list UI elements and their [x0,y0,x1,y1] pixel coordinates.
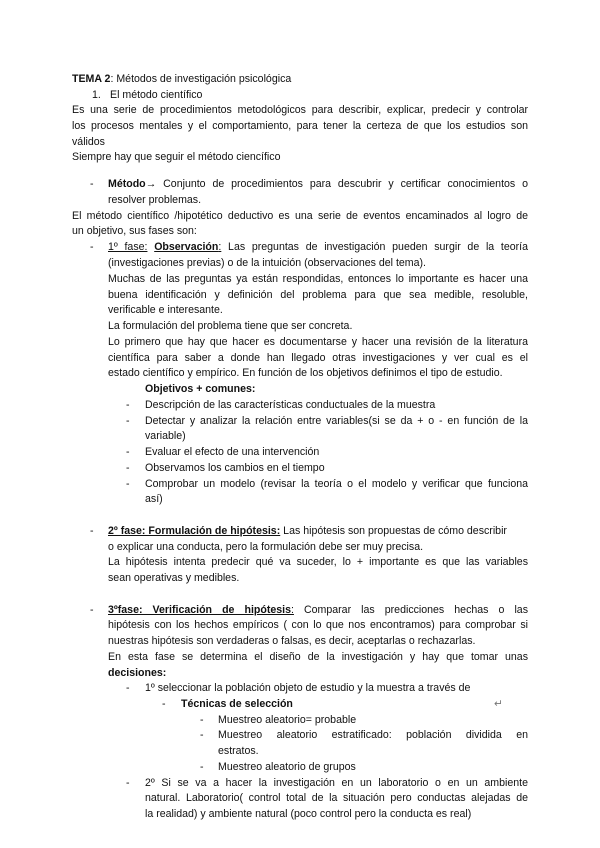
objetivo-item-5-cont: así) [145,493,163,505]
metodo-label: Método [108,178,146,190]
paso2-line-3: la realidad) y ambiente natural (poco control pero la conducta es real) [145,808,472,820]
objetivo-item-1: Descripción de las características conductuales de la muestra [145,399,436,411]
fase2-line-1 [108,523,507,539]
fase1-line-3: Muchas de las preguntas ya están respondidas, entonces lo importante es hacer una [108,273,528,285]
fase3-colon: : [291,604,294,616]
objetivo-item-2: Detectar y analizar la relación entre variables(si se da + o - en función de la [145,415,528,427]
fase1-line-9: estado científico y empírico. En función de los objetivos definimos el tipo de estudio. [108,367,503,379]
bullet-dash: - [90,178,94,190]
intro-line-2: los procesos mentales y el comportamiento, para tener la certeza de que los estudios son [72,120,528,132]
metodo-line-1 [108,176,528,192]
fase3-line-2: hipótesis con los hechos empíricos ( con lo que nos encontramos) para comprobar si [108,619,528,631]
bullet-dash: - [126,446,130,458]
metodo-text-1: Conjunto de procedimientos para descubrir y certificar conocimientos o [156,178,528,190]
fase1-num: 1º fase: [108,241,148,253]
bullet-dash: - [90,241,94,253]
bullet-dash: - [126,777,130,789]
fase1-line-2: (investigaciones previas) o de la intuición (observaciones del tema). [108,257,426,269]
bullet-dash: - [200,761,204,773]
paso1-text: 1º seleccionar la población objeto de estudio y la muestra a través de [145,682,471,694]
intro-line-1: Es una serie de procedimientos metodológicos para describir, explicar, predecir y controlar [72,104,528,116]
bullet-dash: - [90,604,94,616]
fase3-line-5: decisiones: [108,667,167,679]
bullet-dash: - [126,462,130,474]
title-prefix: TEMA 2 [72,73,111,85]
fase1-line-5: verificable e interesante. [108,304,223,316]
muestreo-item-2-cont: estratos. [218,745,259,757]
bullet-dash: - [126,478,130,490]
bullet-dash: - [200,729,204,741]
fase1-line-7: Lo primero que hay que hacer es documentarse y hacer una revisión de la literatura [108,336,528,348]
muestreo-item-1: Muestreo aleatorio= probable [218,714,357,726]
fase3-text-1: Comparar las predicciones hechas o las [293,604,528,616]
fase1-line-4: buena identificación y definición del problema para que sea medible, resoluble, [108,289,528,301]
bullet-dash: - [126,415,130,427]
bullet-dash: - [200,714,204,726]
bullet-dash: - [90,525,94,537]
objetivo-item-3: Evaluar el efecto de una intervención [145,446,320,458]
fase1-line-8: científica para saber a donde han llegado otras investigaciones y ver cual es el [108,352,528,364]
metodo-line-2: resolver problemas. [108,194,202,206]
fase1-line-6: La formulación del problema tiene que ser concreta. [108,320,353,332]
fase3-label: 3ºfase: Verificación de hipótesis [108,604,291,616]
fase1-colon: : [218,241,222,253]
fase3-line-3: nuestras hipótesis son verdaderas o falsas, es decir, aceptarlas o rechazarlas. [108,635,476,647]
document-title [72,71,291,87]
objetivo-item-5: Comprobar un modelo (revisar la teoría o el modelo y verificar que funciona [145,478,528,490]
fase3-line-4: En esta fase se determina el diseño de la investigación y hay que tomar unas [108,651,528,663]
paso2-line-2: natural. Laboratorio( control total de la situación pero conductas alejadas de [145,792,528,804]
objetivo-item-2-cont: variable) [145,430,186,442]
fase2-label: 2º fase: Formulación de hipótesis: [108,525,281,537]
metodo-arrow: → [145,178,157,190]
fase2-line-4: sean operativas y medibles. [108,572,240,584]
fase3-line-1 [108,602,528,618]
fase2-line-3: La hipótesis intenta predecir qué va suceder, lo + importante es que las variables [108,556,528,568]
bullet-dash: - [162,698,166,710]
hipotetico-line-1: El método científico /hipotético deductivo es una serie de eventos encaminados al logro de [72,210,528,222]
fase1-text-1: Las preguntas de investigación pueden surgir de la teoría [221,241,528,253]
numbered-item-text: El método científico [110,89,203,101]
fase1-line-1 [108,239,528,255]
objetivo-item-4: Observamos los cambios en el tiempo [145,462,325,474]
paso2-line-1: 2º Si se va a hacer la investigación en un laboratorio o en un ambiente [145,777,528,789]
fase2-line-2: o explicar una conducta, pero la formulación debe ser muy precisa. [108,541,424,553]
return-icon: ↵ [494,698,503,710]
intro-line-4: Siempre hay que seguir el método ciencífico [72,151,281,163]
fase1-label: Observación [154,241,219,253]
muestreo-item-3: Muestreo aleatorio de grupos [218,761,356,773]
fase2-text-1: Las hipótesis son propuestas de cómo describir [280,525,507,537]
objetivos-heading: Objetivos + comunes: [145,383,256,395]
numbered-item-number: 1. [92,89,101,101]
tecnicas-heading: Técnicas de selección [181,698,293,710]
muestreo-item-2: Muestreo aleatorio estratificado: población dividida en [218,729,528,741]
bullet-dash: - [126,682,130,694]
title-rest: : Métodos de investigación psicológica [110,73,292,85]
intro-line-3: válidos [72,136,105,148]
bullet-dash: - [126,399,130,411]
hipotetico-line-2: un objetivo, sus fases son: [72,225,197,237]
